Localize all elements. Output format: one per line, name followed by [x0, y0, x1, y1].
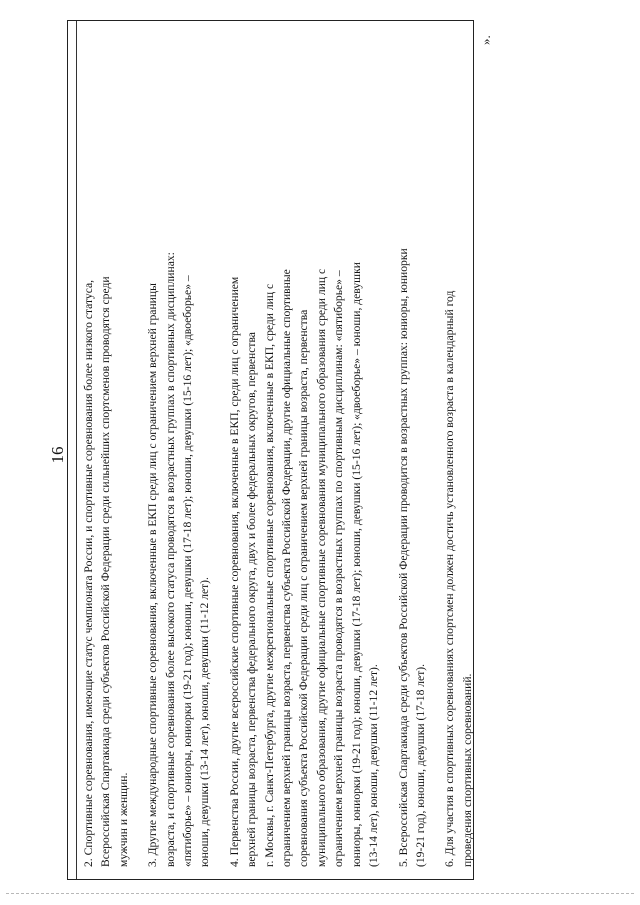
scan-edge-divider — [6, 893, 634, 894]
table-top-rule — [76, 21, 77, 879]
table-text-column — [80, 31, 476, 867]
paragraph-6: 6. Для участия в спортивных соревнованиях спортсмен должен достичь установленного возраста в календарный год проведения спортивных соревнований. — [443, 290, 474, 867]
closing-quote: ». — [478, 35, 493, 45]
paragraph-4: 4. Первенства России, другие всероссийские спортивные соревнования, включенные в ЕКП, среди лиц с ограничением верхней границы возраста, первенства федерального округа, двух и более федеральных округов, первенства г. Москвы, г. Санкт-Петербурга, другие межрегиональные спортивные соревнования, включенные в ЕКП, среди лиц с ограничением верхней границы возраста, первенства субъекта Российской Федерации, другие официальные спортивные соревнования субъекта Российской Федерации среди лиц с ограничением верхней границы возраста, первенства муниципального образования, другие официальные спортивные соревнования муниципального образования среди лиц с ограничением верхней границы возраста проводятся в возрастных группах по спортивным дисциплинам: «пятиборье» – юниоры, юниорки (19-21 год); юноши, девушки (17-18 лет); юноши, девушки (15-16 лет); «двоеборье» – юноши, девушки (13-14 лет), юноши, девушки (11-12 лет). — [227, 262, 381, 867]
paragraph-2: 2. Спортивные соревнования, имеющие статус чемпионата России, и спортивные соревнования более низкого статуса, Всероссийская Спартакиада среди субъектов Российской Федерации среди сильнейших спортсменов проводятся среди мужчин и женщин. — [82, 276, 130, 867]
requirements-table — [67, 20, 474, 880]
page-number: 16 — [48, 446, 67, 464]
paragraph-3: 3. Другие международные спортивные соревнования, включенные в ЕКП среди лиц с ограничением верхней границы возраста, и спортивные соревнования более высокого статуса проводятся в возрастных группах в спортивных дисциплинах: «пятиборье» – юниоры, юниорки (19-21 год); юноши, девушки (17-18 лет); юноши, девушки (15-16 лет); «двоеборье» – юноши, девушки (13-14 лет), юноши, девушки (11-12 лет). — [146, 252, 212, 867]
paragraph-5: 5. Всероссийская Спартакиада среди субъектов Российской Федерации проводится в возрастных группах: юниоры, юниорки (19-21 год), юноши, девушки (17-18 лет). — [396, 248, 427, 867]
